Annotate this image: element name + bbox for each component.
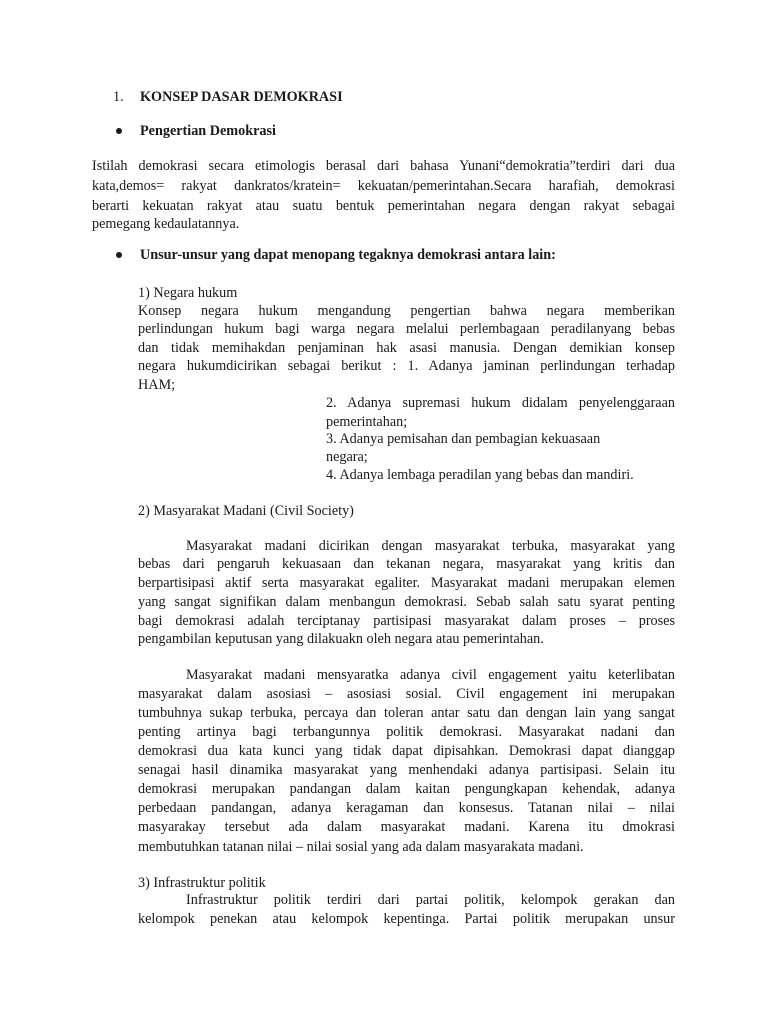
paragraph-line: masyarakay tersebut ada dalam masyarakat madani. Karena itu dmokrasi (138, 819, 675, 835)
paragraph-line: kata,demos= rakyat dankratos/kratein= kekuatan/pemerintahan.Secara harafiah, demokrasi (92, 178, 675, 194)
paragraph-line: senagai hasil dinamika masyarakat yang menhendaki adanya partisipasi. Selain itu (138, 762, 675, 778)
paragraph-line: membutuhkan tatanan nilai – nilai sosial yang ada dalam masyarakata madani. (138, 839, 584, 855)
list-item: 2. Adanya supremasi hukum didalam penyelenggaraan (326, 395, 675, 411)
paragraph-line: dan tidak memihakdan penjaminan hak asasi manusia. Dengan demikian konsep (138, 340, 675, 356)
paragraph-line: demokrasi merupakan pandangan dalam kaitan pengungkapan kehendak, adanya (138, 781, 675, 797)
paragraph-line: negara hukumdicirikan sebagai berikut : 1. Adanya jaminan perlindungan terhadap (138, 358, 675, 374)
paragraph-line: pengambilan keputusan yang dilakuakn oleh negara atau pemerintahan. (138, 631, 544, 647)
paragraph-line: Masyarakat madani mensyaratka adanya civil engagement yaitu keterlibatan (186, 667, 675, 683)
subsection-title-negara-hukum: 1) Negara hukum (138, 285, 238, 301)
paragraph-line: Konsep negara hukum mengandung pengertian bahwa negara memberikan (138, 303, 675, 319)
paragraph-line: berpartisipasi aktif serta masyarakat egaliter. Masyarakat madani merupakan elemen (138, 575, 675, 591)
paragraph-line: perlindungan hukum bagi warga negara melalui perlembagaan peradilanyang bebas (138, 321, 675, 337)
paragraph-line: perbedaan pandangan, adanya keragaman dan konsesus. Tatanan nilai – nilai (138, 800, 675, 816)
section-title-pengertian: Pengertian Demokrasi (140, 123, 276, 139)
paragraph-line: HAM; (138, 377, 176, 393)
page-title: KONSEP DASAR DEMOKRASI (140, 89, 343, 105)
list-item: pemerintahan; (326, 414, 408, 430)
paragraph-line: masyarakat dalam asosiasi – asosiasi sosial. Civil engagement ini merupakan (138, 686, 675, 702)
list-item: 3. Adanya pemisahan dan pembagian kekuasaan (326, 431, 601, 447)
heading-number: 1. (113, 89, 124, 105)
paragraph-line: kelompok penekan atau kelompok kepentinga. Partai politik merupakan unsur (138, 911, 675, 927)
list-item: 4. Adanya lembaga peradilan yang bebas dan mandiri. (326, 467, 634, 483)
paragraph-line: Infrastruktur politik terdiri dari partai politik, kelompok gerakan dan (186, 892, 675, 908)
paragraph-line: demokrasi dua kata kunci yang tidak dapat dipisahkan. Demokrasi dapat dianggap (138, 743, 675, 759)
paragraph-line: Masyarakat madani dicirikan dengan masyarakat terbuka, masyarakat yang (186, 538, 675, 554)
bullet-icon (116, 252, 122, 258)
paragraph-line: bagi demokrasi adalah terciptanay partisipasi masyarakat dalam proses – proses (138, 613, 675, 629)
paragraph-line: pemegang kedaulatannya. (92, 216, 240, 232)
paragraph-line: Istilah demokrasi secara etimologis berasal dari bahasa Yunani“demokratia”terdiri dari dua (92, 158, 675, 174)
paragraph-line: penting artinya bagi terbangunnya politik demokrasi. Masyarakat nadani dan (138, 724, 675, 740)
subsection-title-infrastruktur: 3) Infrastruktur politik (138, 875, 266, 891)
paragraph-line: berarti kekuatan rakyat atau suatu bentuk pemerintahan negara dengan rakyat sebagai (92, 198, 675, 214)
section-title-unsur: Unsur-unsur yang dapat menopang tegaknya demokrasi antara lain: (140, 247, 556, 263)
subsection-title-masyarakat-madani: 2) Masyarakat Madani (Civil Society) (138, 503, 354, 519)
paragraph-line: yang sangat signifikan dalam menbangun demokrasi. Sebab salah satu syarat penting (138, 594, 675, 610)
paragraph-line: tumbuhnya sukap terbuka, percaya dan toleran antar satu dan dengan lain yang sangat (138, 705, 675, 721)
list-item: negara; (326, 449, 368, 465)
paragraph-line: bebas dari pengaruh kekuasaan dan tekanan negara, masyarakat yang kritis dan (138, 556, 675, 572)
bullet-icon (116, 128, 122, 134)
